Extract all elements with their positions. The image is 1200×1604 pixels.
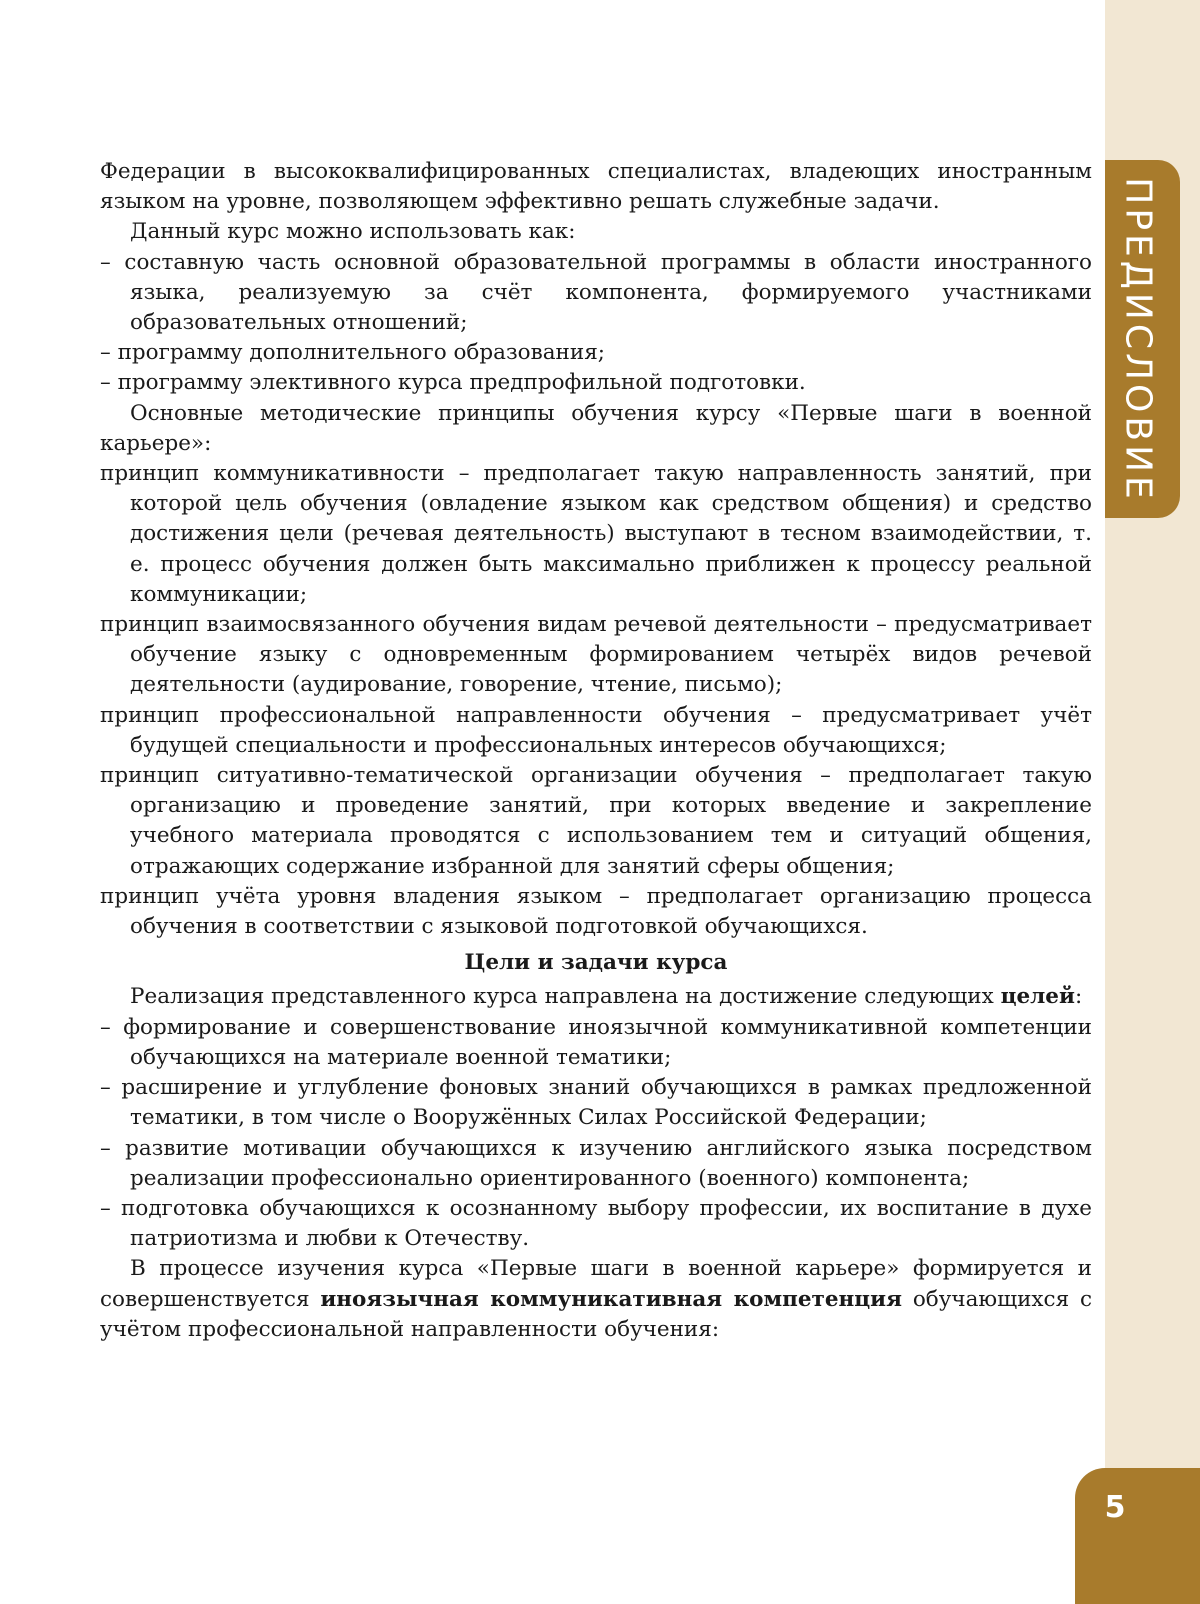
page-body [100,157,1092,1345]
page-number-box [1075,1468,1200,1604]
usage-item: – программу дополнительного образования; [100,340,605,366]
principle-item: принцип профессиональной направленности обучения – предусматривает учёт будущей специальности и профессиональных интересов обучающихся; [100,702,1092,758]
intro-paragraph: Федерации в высококвалифицированных специалистах, владеющих иностранным языком на уровне, позволяющем эффективно решать служебные задачи. [100,159,1092,215]
goal-item: – подготовка обучающихся к осознанному выбору профессии, их воспитание в духе патриотизма и любви к Отечеству. [100,1195,1092,1252]
principle-item: принцип взаимосвязанного обучения видам речевой деятельности – предусматривает обучение языку с одновременным формированием четырёх видов речевой деятельности (аудирование, говорение, чтение, письмо); [100,612,1092,698]
goals-intro-bold: целей [1000,984,1075,1010]
goals-intro-text: Реализация представленного курса направлена на достижение следующих [130,984,994,1010]
goals-intro [100,982,1092,1012]
final-paragraph [100,1254,1092,1345]
page-number: 5 [1104,1490,1126,1525]
goal-item: – расширение и углубление фоновых знаний обучающихся в рамках предложенной тематики, в том числе о Вооружённых Силах Российской Федерации; [100,1075,1092,1131]
final-text: В процессе изучения курса «Первые шаги в военной карьере» формируется и совершенствуется [100,1256,1092,1312]
principle-item: принцип ситуативно-тематической организации обучения – предполагает такую организацию и проведение занятий, при которых введение и закрепление учебного материала проводятся с использованием тем и ситуаций общения, отражающих содержание избранной для занятий сферы общения; [100,763,1092,879]
usage-item: – составную часть основной образовательной программы в области иностранного языка, реализуемую за счёт компонента, формируемого участниками образовательных отношений; [100,249,1092,336]
goal-item: – формирование и совершенствование иноязычной коммуникативной компетенции обучающихся на материале военной тематики; [100,1014,1092,1070]
goal-item: – развитие мотивации обучающихся к изучению английского языка посредством реализации профессионально ориентированного (военного) компонента; [100,1135,1092,1191]
final-bold: иноязычная коммуникативная компетенция [320,1286,903,1312]
final-text-end: обучающихся с учётом профессиональной направленности обучения: [100,1286,1093,1342]
principle-item: принцип коммуникативности – предполагает такую направленность занятий, при которой цель обучения (овладение языком как средством общения) и средство достижения цели (речевая деятельность) выступают в тесном взаимодействии, т. е. процесс обучения должен быть максимально приближен к процессу реальной коммуникации; [100,461,1092,607]
principle-item: принцип учёта уровня владения языком – предполагает организацию процесса обучения в соответствии с языковой подготовкой обучающихся. [100,883,1092,940]
section-tab-label: ПРЕДИСЛОВИЕ [1117,177,1159,503]
section-heading: Цели и задачи курса [464,950,728,976]
goals-intro-colon: : [1074,984,1083,1010]
usage-item: – программу элективного курса предпрофильной подготовки. [100,370,806,396]
usage-intro: Данный курс можно использовать как: [130,219,576,245]
principles-intro: Основные методические принципы обучения курсу «Первые шаги в военной карьере»: [100,400,1092,456]
